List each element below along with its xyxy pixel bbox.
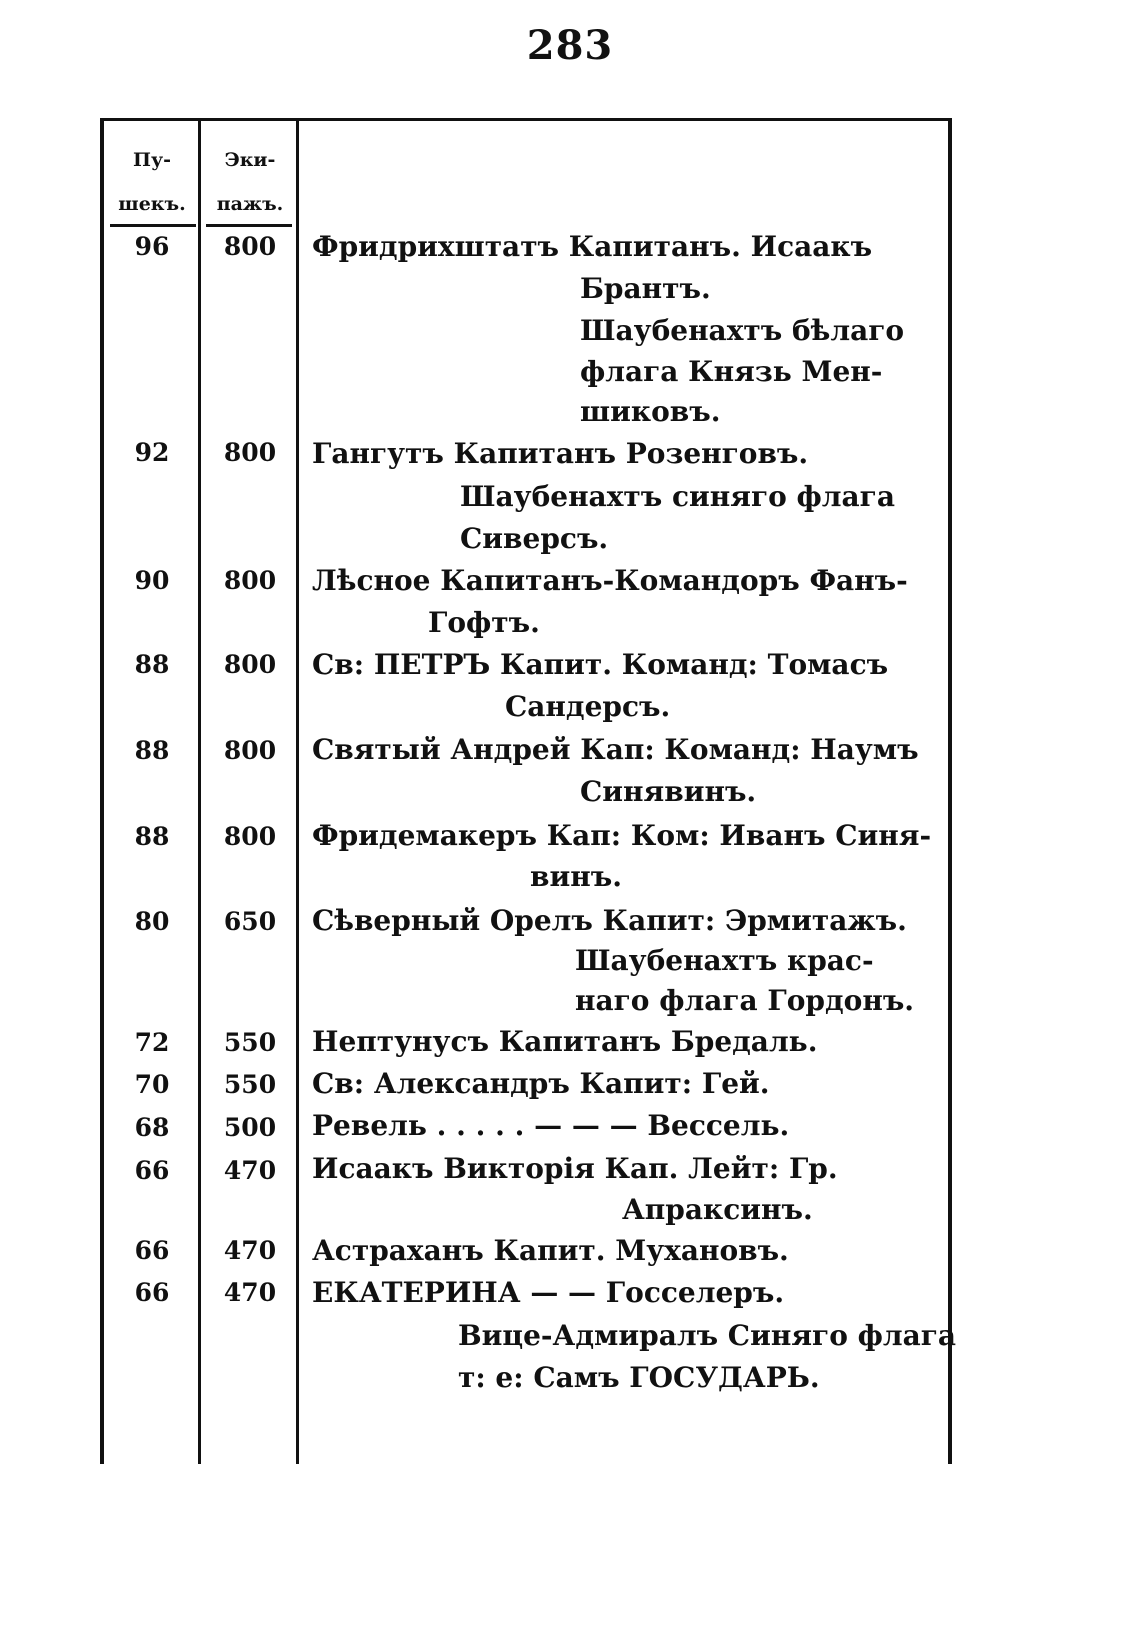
- header-crew: [202, 138, 298, 226]
- ship-entry-line: Сѣверный Орелъ Капит: Эрмитажъ.: [312, 904, 907, 937]
- header-guns: [104, 138, 200, 226]
- guns-cell: 96: [134, 232, 170, 261]
- header-guns-line2: шекъ.: [118, 193, 186, 215]
- crew-cell: 800: [223, 736, 277, 765]
- crew-cell: 650: [223, 907, 277, 936]
- guns-cell: 66: [134, 1278, 170, 1307]
- guns-cell: 72: [134, 1028, 170, 1057]
- guns-cell: 90: [134, 566, 170, 595]
- ship-entry-line: винъ.: [530, 860, 622, 893]
- ship-entry-line: ЕКАТЕРИНА — — Госселеръ.: [312, 1276, 785, 1309]
- crew-cell: 470: [223, 1278, 277, 1307]
- ship-entry-line: флага Князь Мен-: [580, 355, 883, 388]
- header-rule-crew: [206, 224, 292, 227]
- header-crew-line1: Эки-: [224, 149, 276, 171]
- crew-cell: 800: [223, 650, 277, 679]
- crew-cell: 800: [223, 566, 277, 595]
- crew-cell: 470: [223, 1236, 277, 1265]
- guns-cell: 80: [134, 907, 170, 936]
- ship-entry-line: Фридемакеръ Кап: Ком: Иванъ Синя-: [312, 819, 932, 852]
- ship-entry-line: Сиверсъ.: [460, 522, 609, 555]
- page-number: 283: [526, 22, 614, 69]
- ship-entry-line: Синявинъ.: [580, 775, 757, 808]
- ship-entry-line: наго флага Гордонъ.: [575, 984, 915, 1017]
- guns-cell: 92: [134, 438, 170, 467]
- header-crew-line2: пажъ.: [216, 193, 284, 215]
- ship-entry-line: Лѣсное Капитанъ-Командоръ Фанъ-: [312, 564, 908, 597]
- header-rule-guns: [110, 224, 196, 227]
- ship-entry-line: Вице-Адмиралъ Синяго флага: [458, 1319, 957, 1352]
- ship-entry-line: Астраханъ Капит. Мухановъ.: [312, 1234, 789, 1267]
- ship-entry-line: Ревель . . . . . — — — Вессель.: [312, 1109, 790, 1142]
- crew-cell: 800: [223, 232, 277, 261]
- guns-cell: 68: [134, 1113, 170, 1142]
- guns-cell: 66: [134, 1156, 170, 1185]
- ship-entry-line: Гангутъ Капитанъ Розенговъ.: [312, 437, 809, 470]
- ship-entry-line: Св: Александръ Капит: Гей.: [312, 1067, 770, 1100]
- ship-entry-line: Св: ПЕТРЪ Капит. Команд: Томасъ: [312, 648, 889, 681]
- ship-entry-line: Шаубенахтъ бѣлаго: [580, 314, 905, 347]
- crew-cell: 800: [223, 438, 277, 467]
- crew-cell: 550: [223, 1070, 277, 1099]
- guns-cell: 88: [134, 822, 170, 851]
- ship-entry-line: Гофтъ.: [428, 606, 540, 639]
- guns-cell: 88: [134, 650, 170, 679]
- guns-cell: 66: [134, 1236, 170, 1265]
- ship-entry-line: Святый Андрей Кап: Команд: Наумъ: [312, 733, 919, 766]
- header-guns-line1: Пу-: [133, 149, 171, 171]
- column-rule-guns: [198, 118, 201, 1464]
- guns-cell: 88: [134, 736, 170, 765]
- ship-entry-line: Исаакъ Викторія Кап. Лейт: Гр.: [312, 1152, 838, 1185]
- guns-cell: 70: [134, 1070, 170, 1099]
- ship-entry-line: Апраксинъ.: [622, 1193, 813, 1226]
- crew-cell: 470: [223, 1156, 277, 1185]
- crew-cell: 800: [223, 822, 277, 851]
- crew-cell: 500: [223, 1113, 277, 1142]
- ship-entry-line: Сандерсъ.: [505, 690, 671, 723]
- ship-entry-line: шиковъ.: [580, 395, 721, 428]
- ship-entry-line: Нептунусъ Капитанъ Бредаль.: [312, 1025, 818, 1058]
- crew-cell: 550: [223, 1028, 277, 1057]
- ship-entry-line: т: е: Самъ ГОСУДАРЬ.: [458, 1361, 820, 1394]
- ship-entry-line: Фридрихштатъ Капитанъ. Исаакъ: [312, 230, 873, 263]
- ship-entry-line: Брантъ.: [580, 272, 711, 305]
- ship-entry-line: Шаубенахтъ крас-: [575, 944, 874, 977]
- column-rule-crew: [296, 118, 299, 1464]
- ship-entry-line: Шаубенахтъ синяго флага: [460, 480, 895, 513]
